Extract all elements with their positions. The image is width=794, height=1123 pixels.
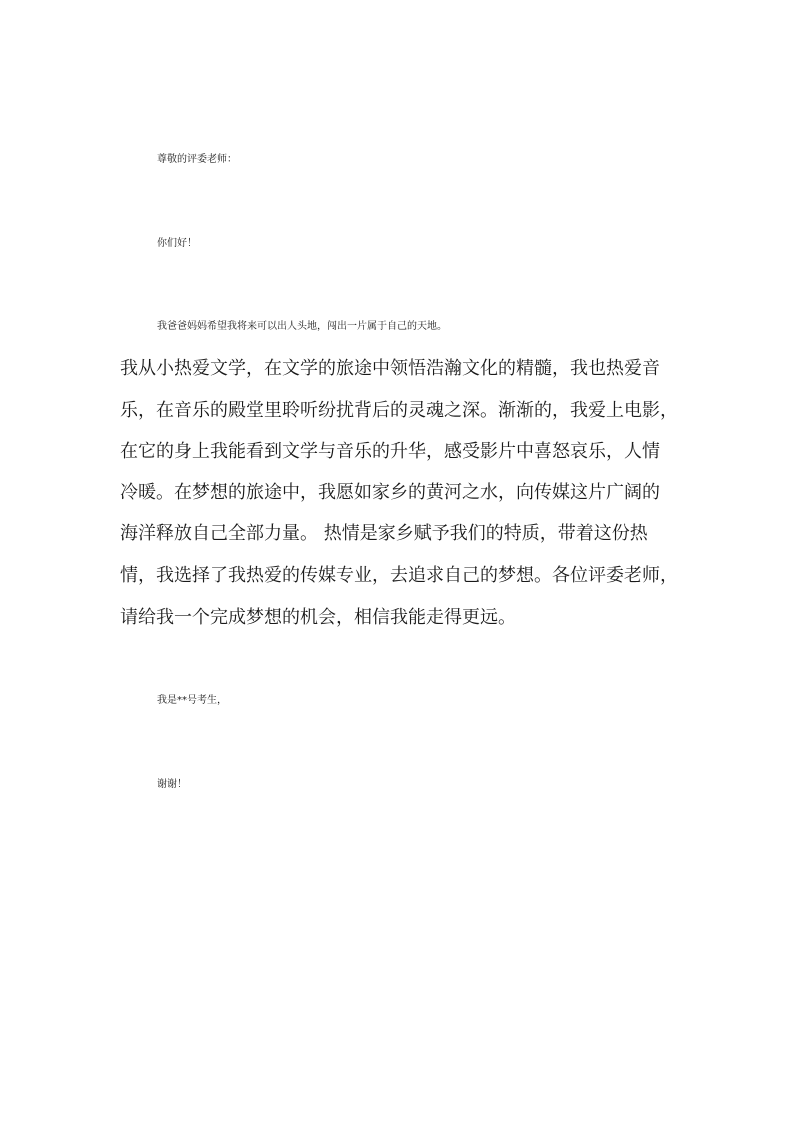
body-line: 冷暖。在梦想的旅途中，我愿如家乡的黄河之水，向传媒这片广阔的 [120,482,660,503]
self-introduction: 我是**号考生， [157,695,227,706]
closing-thanks: 谢谢！ [157,779,187,790]
body-line: 海洋释放自己全部力量。 热情是家乡赋予我们的特质，带着这份热 [120,523,648,544]
body-line: 乐，在音乐的殿堂里聆听纷扰背后的灵魂之深。渐渐的，我爱上电影， [120,400,678,421]
body-line: 我从小热爱文学，在文学的旅途中领悟浩瀚文化的精髓，我也热爱音 [120,358,660,379]
body-line: 在它的身上我能看到文学与音乐的升华，感受影片中喜怒哀乐，人情 [120,441,660,462]
body-line: 情，我选择了我热爱的传媒专业，去追求自己的梦想。各位评委老师， [120,565,678,586]
greeting: 你们好！ [157,238,197,249]
body-line: 请给我一个完成梦想的机会，相信我能走得更远。 [120,607,516,628]
salutation: 尊敬的评委老师： [157,154,237,165]
body-line: 我爸爸妈妈希望我将来可以出人头地，闯出一片属于自己的天地。 [157,321,447,332]
